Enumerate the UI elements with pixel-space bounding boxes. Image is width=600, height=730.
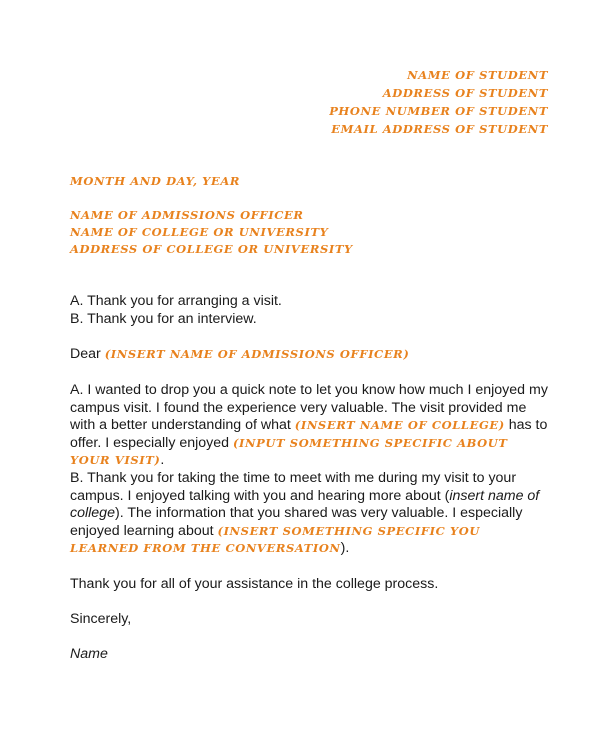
- paragraph-a-text-1: A. I wanted to drop you a quick note to let you know how much I enjoyed my campus visit. I found the experience very valuable. The visit provided me with a better understanding of what: [70, 382, 548, 434]
- recipient-college: NAME OF COLLEGE OR UNIVERSITY: [70, 225, 329, 239]
- sender-email: EMAIL ADDRESS OF STUDENT: [331, 122, 548, 136]
- salutation: [70, 346, 550, 364]
- sender-name: NAME OF STUDENT: [407, 68, 548, 82]
- salutation-prefix: Dear: [70, 346, 101, 362]
- paragraph-a-text-3: .: [160, 452, 165, 469]
- sender-address: ADDRESS OF STUDENT: [382, 86, 548, 100]
- paragraph-b-text-2: ). The information that you shared was very valuable. I especially enjoyed learning about: [70, 505, 523, 539]
- signature-name: Name: [70, 646, 108, 662]
- sender-block: [329, 66, 548, 138]
- paragraph-b-placeholder-learned: (INSERT SOMETHING SPECIFIC YOU LEARNED FROM THE CONVERSATION: [70, 523, 481, 556]
- thanks-line: Thank you for all of your assistance in the college process.: [70, 576, 439, 592]
- option-a: A. Thank you for arranging a visit.: [70, 293, 282, 309]
- recipient-address: ADDRESS OF COLLEGE OR UNIVERSITY: [70, 242, 353, 256]
- closing-line: Sincerely,: [70, 611, 132, 627]
- option-b: B. Thank you for an interview.: [70, 310, 257, 327]
- recipient-officer: NAME OF ADMISSIONS OFFICER: [70, 208, 304, 222]
- paragraph-a-text-2: has to offer. I especially enjoyed: [70, 417, 548, 451]
- paragraph-b-text-3: ).: [340, 540, 350, 557]
- paragraph-b-text-1: B. Thank you for taking the time to meet with me during my visit to your campus. I enjoyed talking with you and hearing more about (: [70, 470, 517, 504]
- sender-phone: PHONE NUMBER OF STUDENT: [329, 104, 548, 118]
- options-block: [70, 293, 550, 328]
- letter-date: MONTH AND DAY, YEAR: [70, 174, 241, 188]
- paragraph-a: [70, 382, 550, 470]
- paragraph-b: [70, 470, 550, 558]
- paragraph-a-placeholder-visit: (INPUT SOMETHING SPECIFIC ABOUT YOUR VISIT): [70, 435, 508, 468]
- recipient-block: [70, 207, 353, 258]
- paragraph-a-placeholder-college: (INSERT NAME OF COLLEGE): [294, 418, 505, 433]
- salutation-placeholder: (INSERT NAME OF ADMISSIONS OFFICER): [104, 347, 410, 361]
- paragraph-b-italic-college: insert name of college: [70, 487, 540, 522]
- date-block: [70, 173, 240, 190]
